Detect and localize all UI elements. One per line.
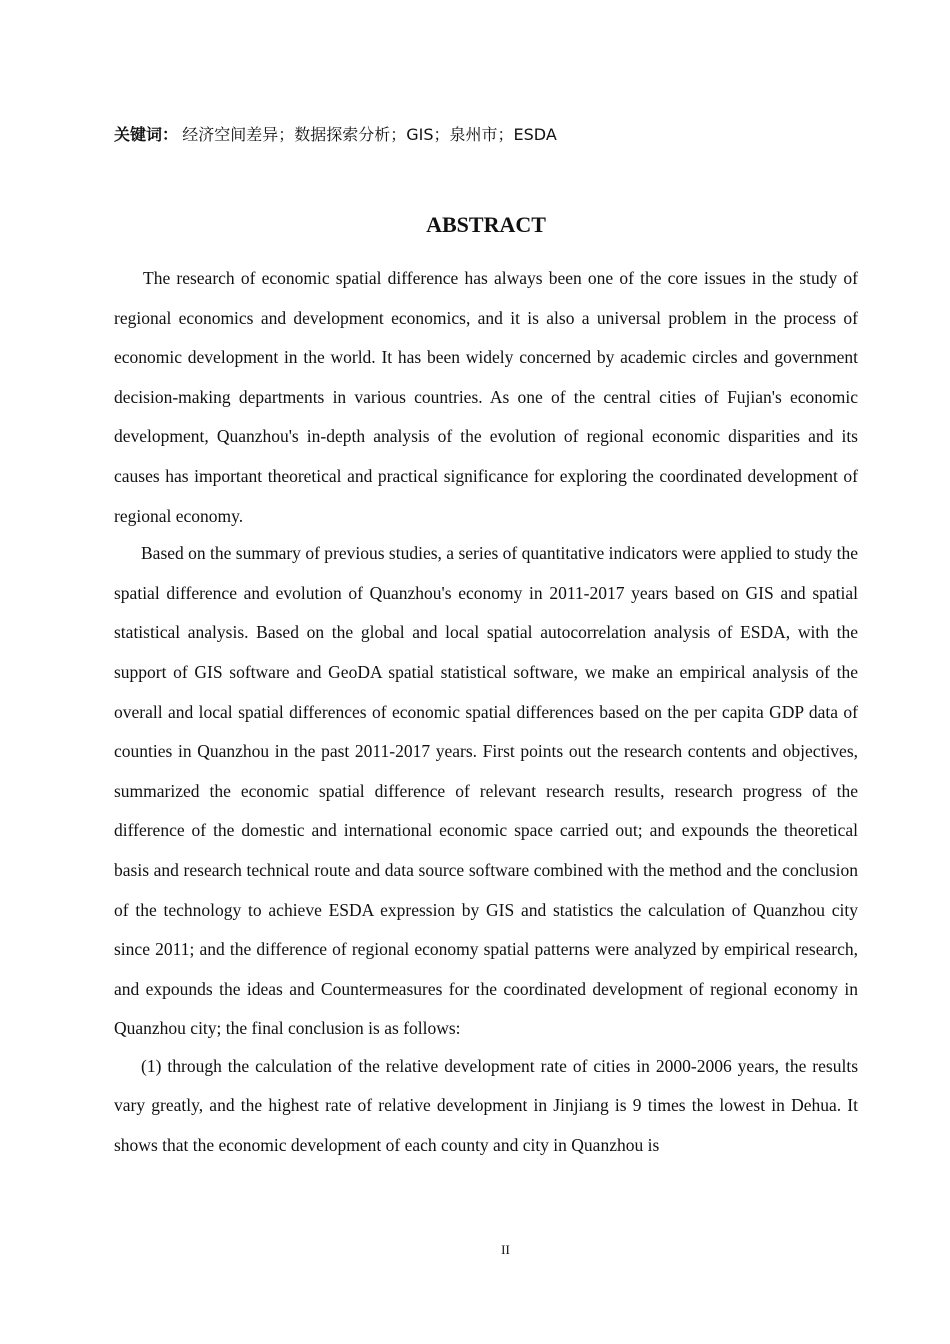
keywords-text: 经济空间差异；数据探索分析；GIS；泉州市；ESDA <box>182 125 557 144</box>
abstract-paragraph-2: Based on the summary of previous studies, a series of quantitative indicators were applied to study the spatial difference and evolution of Quanzhou's economy in 2011-2017 years based on GIS and spatial statistical analysis. Based on the global and local spatial autocorrelation analysis of ESDA, with the support of GIS software and GeoDA spatial statistical software, we make an empirical analysis of the overall and local spatial differences of economic spatial differences based on the per capita GDP data of counties in Quanzhou in the past 2011-2017 years. First points out the research contents and objectives, summarized the economic spatial difference of relevant research results, research progress of the difference of the domestic and international economic space carried out; and expounds the theoretical basis and research technical route and data source software combined with the method and the conclusion of the technology to achieve ESDA expression by GIS and statistics the calculation of Quanzhou city since 2011; and the difference of regional economy spatial patterns were analyzed by empirical research, and expounds the ideas and Countermeasures for the coordinated development of regional economy in Quanzhou city; the final conclusion is as follows: <box>114 543 858 1039</box>
keywords-label: 关键词： <box>114 125 179 144</box>
abstract-paragraph-3: (1) through the calculation of the relative development rate of cities in 2000-2006 years, the results vary greatly, and the highest rate of relative development in Jinjiang is 9 times the lowest in Dehua. It shows that the economic development of each county and city in Quanzhou is <box>114 1055 858 1156</box>
abstract-paragraph-1: The research of economic spatial difference has always been one of the core issues in the study of regional economics and development economics, and it is also a universal problem in the process of economic development in the world. It has been widely concerned by academic circles and government decision-making departments in various countries. As one of the central cities of Fujian's economic development, Quanzhou's in-depth analysis of the evolution of regional economic disparities and its causes has important theoretical and practical significance for exploring the coordinated development of regional economy. <box>114 268 858 526</box>
abstract-body <box>114 259 858 1166</box>
keywords-line <box>114 123 557 147</box>
abstract-heading: ABSTRACT <box>426 212 546 237</box>
page-number: II <box>501 1242 510 1257</box>
